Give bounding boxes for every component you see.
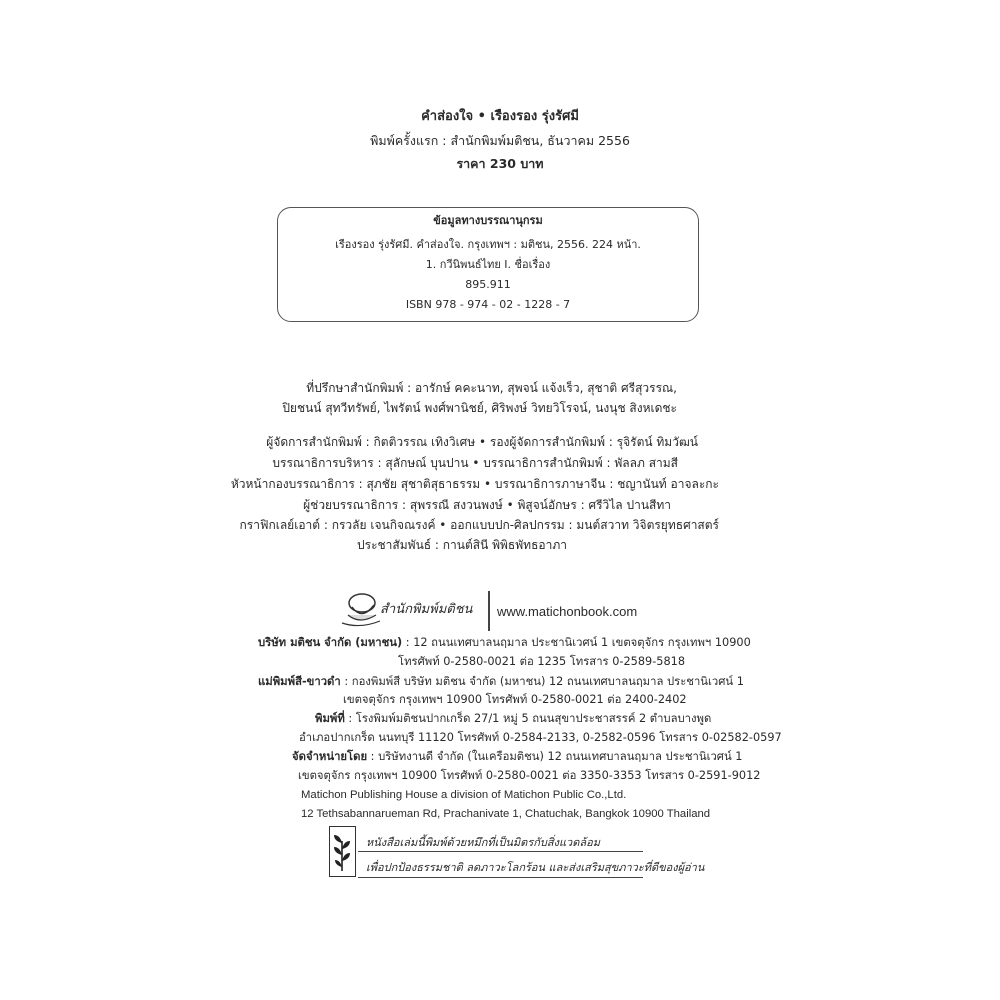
eco-line-2: เพื่อปกป้องธรรมชาติ ลดภาวะโลกร้อน และส่งเสริมสุขภาวะที่ดีของผู้อ่าน: [366, 861, 705, 874]
book-title: คำส่องใจ • เรืองรอง รุ่งรัศมี: [421, 109, 579, 124]
advisors-line: ที่ปรึกษาสำนักพิมพ์ : อารักษ์ คคะนาท, สุพจน์ แจ้งเร็ว, สุชาติ ศรีสุวรรณ,: [306, 381, 677, 395]
price-line: ราคา 230 บาท: [456, 156, 544, 171]
imprint-color: [258, 674, 744, 690]
imprint-color-2: เขตจตุจักร กรุงเทพฯ 10900 โทรศัพท์ 0-2580-0021 ต่อ 2400-2402: [343, 693, 687, 706]
staff-line: ผู้ช่วยบรรณาธิการ : สุพรรณี สงวนพงษ์ • พิสูจน์อักษร : ศรีวิไล ปานสีทา: [303, 498, 671, 512]
imprint-label: จัดจำหน่ายโดย: [292, 750, 368, 763]
imprint-text: : กองพิมพ์สี บริษัท มติชน จำกัด (มหาชน) 12 ถนนเทศบาลนฤมาล ประชานิเวศน์ 1: [340, 675, 744, 688]
cataloging-line: 895.911: [465, 278, 511, 291]
eco-line-1: หนังสือเล่มนี้พิมพ์ด้วยหมึกที่เป็นมิตรกับสิ่งแวดล้อม: [366, 836, 600, 849]
imprint-label: บริษัท มติชน จำกัด (มหาชน): [258, 636, 403, 649]
staff-line: ผู้จัดการสำนักพิมพ์ : กิตติวรรณ เทิงวิเศษ • รองผู้จัดการสำนักพิมพ์ : รุจิรัตน์ ทิมวัฒน์: [266, 435, 698, 449]
plant-icon: [330, 827, 354, 875]
logo-wordmark: สำนักพิมพ์มติชน: [380, 602, 473, 617]
imprint-text: : บริษัทงานดี จำกัด (ในเครือมติชน) 12 ถนนเทศบาลนฤมาล ประชานิเวศน์ 1: [367, 750, 743, 763]
cataloging-line: ISBN 978 - 974 - 02 - 1228 - 7: [405, 298, 571, 311]
staff-line: บรรณาธิการบริหาร : สุลักษณ์ บุนปาน • บรรณาธิการสำนักพิมพ์ : พัลลภ สามสี: [272, 456, 678, 470]
imprint-text: : โรงพิมพ์มติชนปากเกร็ด 27/1 หมู่ 5 ถนนสุขาประชาสรรค์ 2 ตำบลบางพูด: [344, 712, 712, 725]
imprint-print-2: อำเภอปากเกร็ด นนทบุรี 11120 โทรศัพท์ 0-2584-2133, 0-2582-0596 โทรสาร 0-02582-0597: [299, 731, 782, 744]
logo-divider: [488, 591, 490, 631]
cataloging-line: 1. กวีนิพนธ์ไทย I. ชื่อเรื่อง: [425, 258, 551, 271]
advisors-line: ปิยชนน์ สุทวีทรัพย์, ไพรัตน์ พงศ์พานิชย์, ศิริพงษ์ วิทยวิโรจน์, นงนุช สิงหเดชะ: [282, 401, 677, 415]
imprint-label: แม่พิมพ์สี-ขาวดำ: [258, 675, 341, 688]
eco-icon-box: [329, 826, 356, 877]
imprint-company: [258, 635, 751, 651]
staff-line: กราฟิกเลย์เอาต์ : กรวลัย เจนกิจณรงค์ • ออกแบบปก-ศิลปกรรม : มนต์สวาท วิจิตรยุทธศาสตร์: [239, 518, 719, 532]
imprint-dist: [292, 749, 742, 765]
imprint-label: พิมพ์ที่: [315, 712, 345, 725]
cataloging-line: เรืองรอง รุ่งรัศมี. คำส่องใจ. กรุงเทพฯ : มติชน, 2556. 224 หน้า.: [335, 238, 641, 251]
imprint-text: : 12 ถนนเทศบาลนฤมาล ประชานิเวศน์ 1 เขตจตุจักร กรุงเทพฯ 10900: [402, 636, 751, 649]
imprint-print: [315, 711, 711, 727]
staff-line: หัวหน้ากองบรรณาธิการ : สุภชัย สุชาติสุธาธรรม • บรรณาธิการภาษาจีน : ชญานันท์ อาจละกะ: [230, 477, 719, 491]
imprint-english-1: Matichon Publishing House a division of Matichon Public Co.,Ltd.: [301, 789, 627, 801]
eco-divider: [358, 851, 643, 852]
staff-line: ประชาสัมพันธ์ : กานต์สินี พิพิธพัทธอาภา: [357, 538, 567, 552]
edition-line: พิมพ์ครั้งแรก : สำนักพิมพ์มติชน, ธันวาคม 2556: [370, 133, 630, 148]
website-link[interactable]: www.matichonbook.com: [497, 604, 638, 619]
eco-underline: [358, 877, 643, 878]
imprint-english-2: 12 Tethsabannarueman Rd, Prachanivate 1, Chatuchak, Bangkok 10900 Thailand: [301, 808, 711, 820]
imprint-dist-2: เขตจตุจักร กรุงเทพฯ 10900 โทรศัพท์ 0-2580-0021 ต่อ 3350-3353 โทรสาร 0-2591-9012: [298, 769, 761, 782]
cataloging-heading: ข้อมูลทางบรรณานุกรม: [433, 214, 543, 227]
imprint-company-phone: โทรศัพท์ 0-2580-0021 ต่อ 1235 โทรสาร 0-2589-5818: [398, 655, 686, 668]
